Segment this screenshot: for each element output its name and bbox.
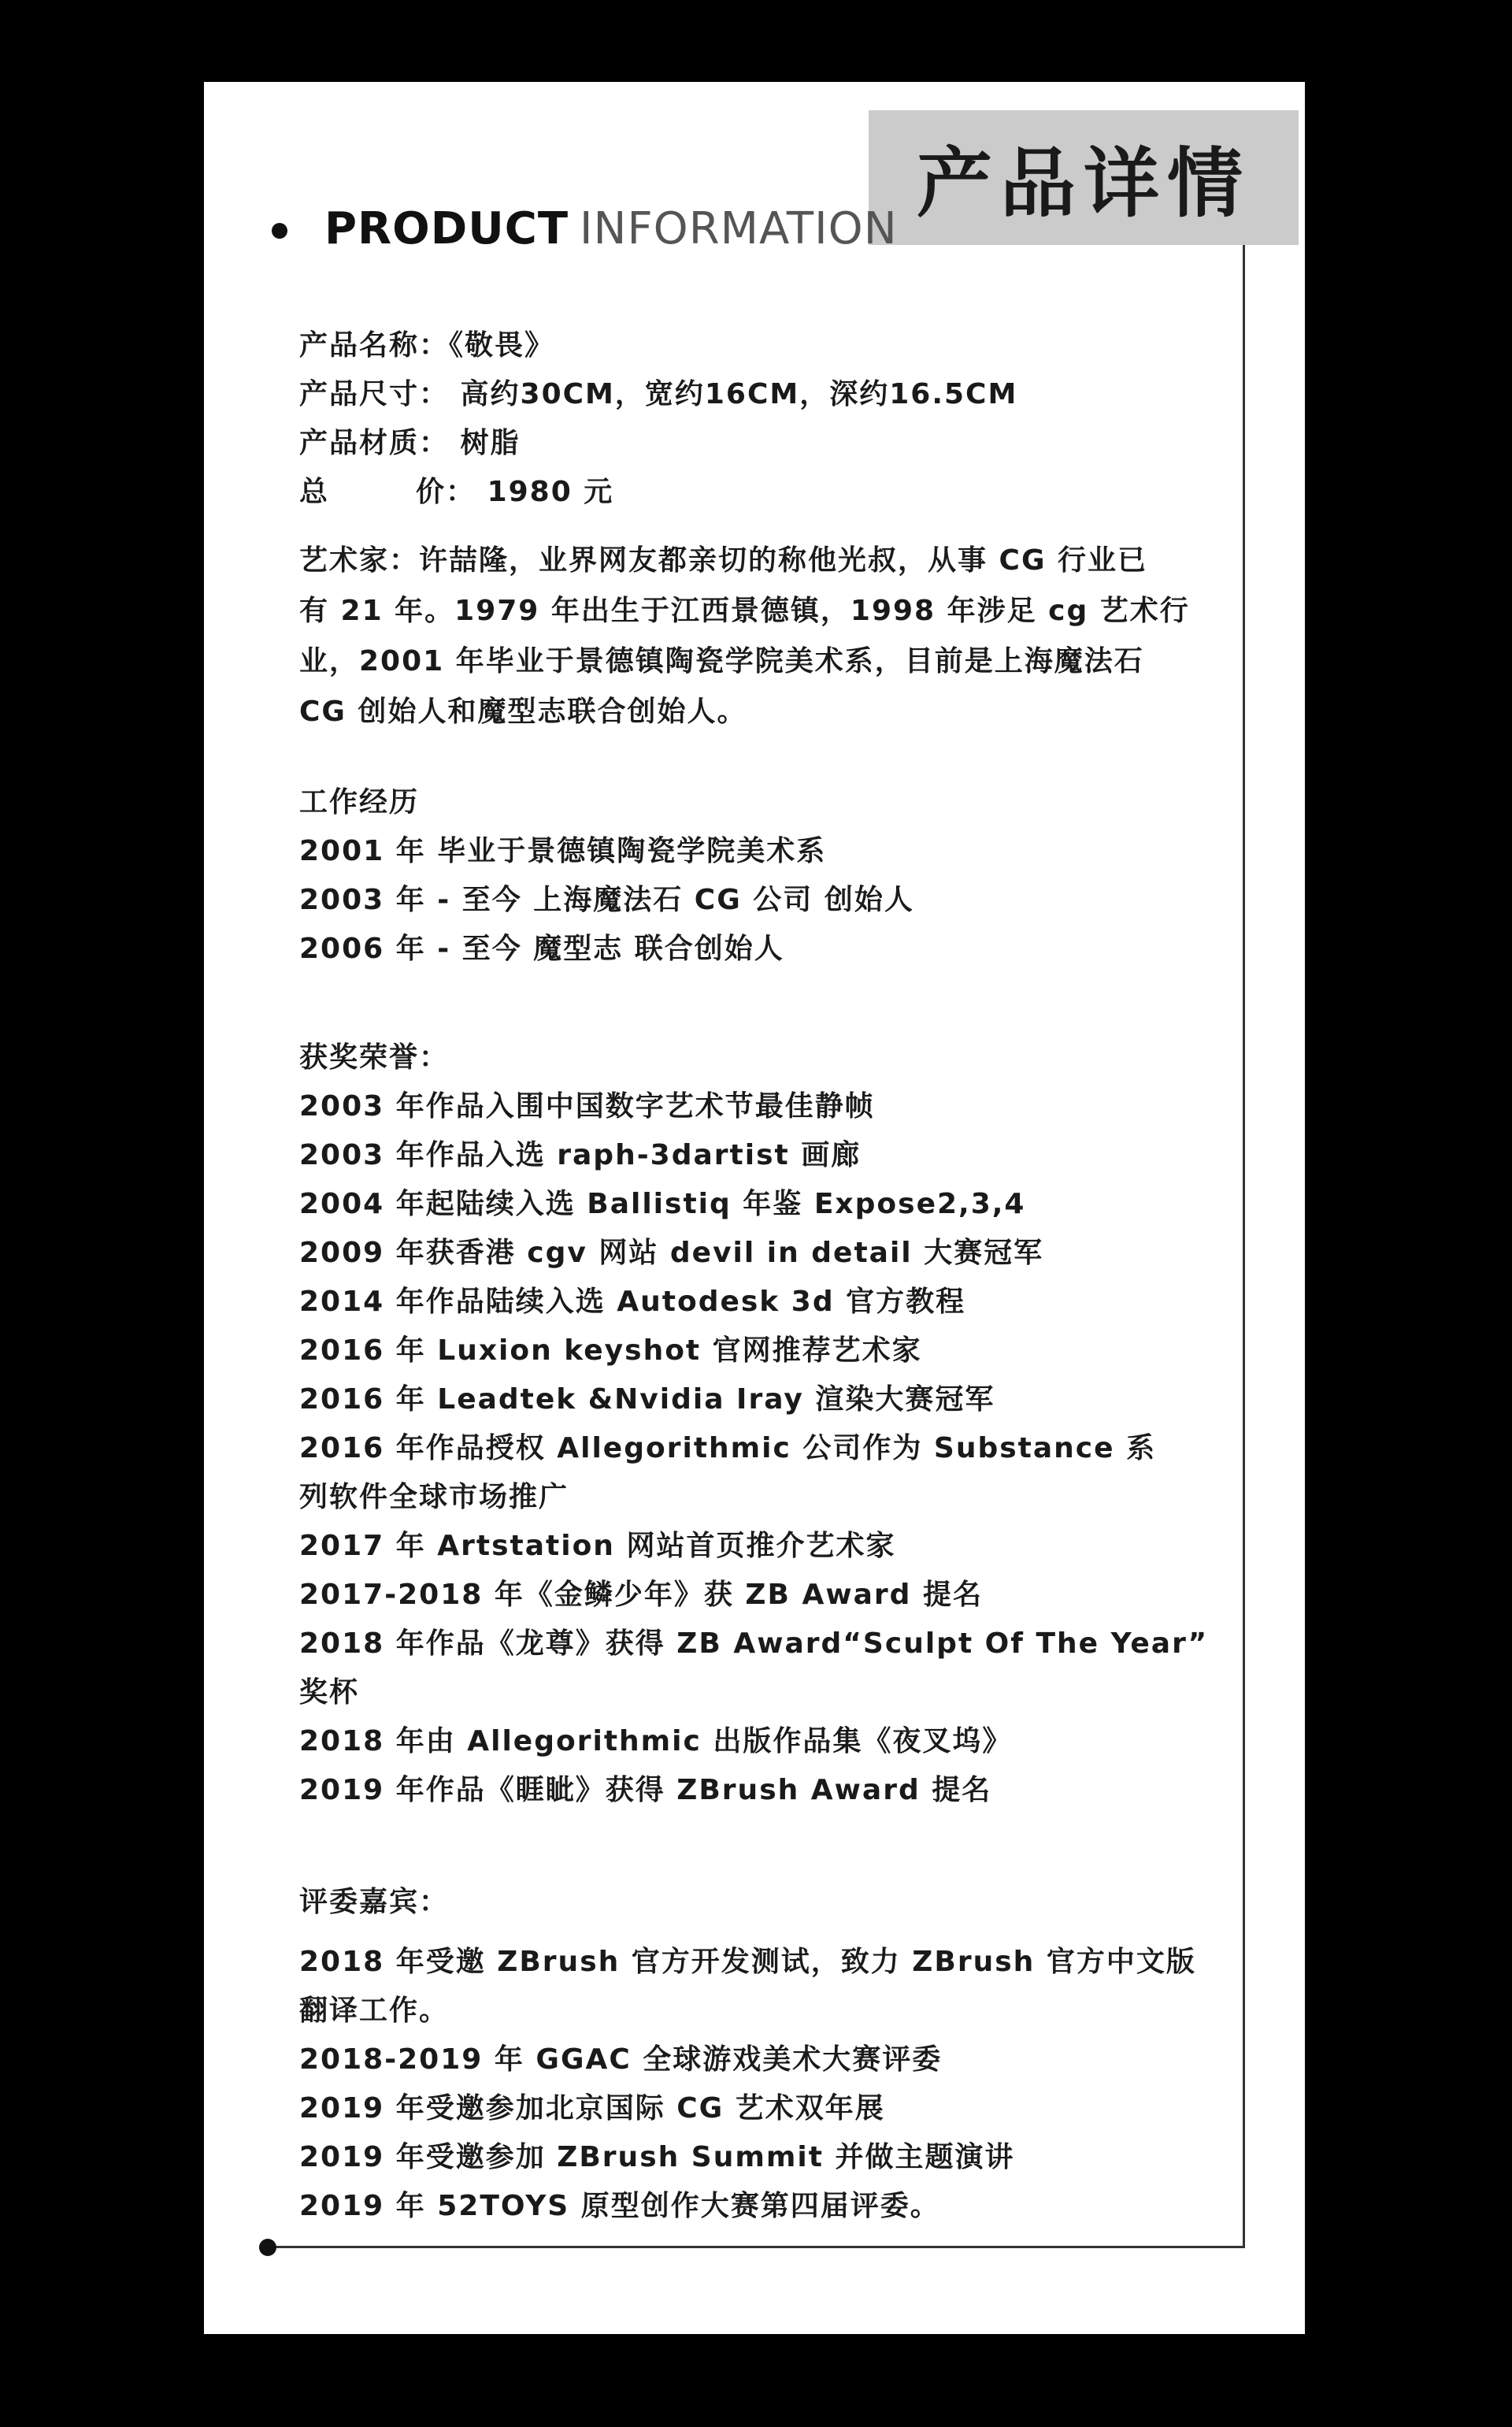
spec-price bbox=[299, 468, 1197, 517]
award-item: 2019 年作品《睚眦》获得 ZBrush Award 提名 bbox=[299, 1774, 992, 1806]
price-label-end: 价： bbox=[416, 476, 476, 508]
price-label-start: 总 bbox=[299, 476, 330, 508]
work-item: 2001 年 毕业于景德镇陶瓷学院美术系 bbox=[299, 835, 827, 867]
bio-line: 有 21 年。1979 年出生于江西景德镇，1998 年涉足 cg 艺术行 bbox=[299, 595, 1190, 627]
work-title: 工作经历 bbox=[299, 786, 420, 818]
spec-size: 产品尺寸： 高约30CM，宽约16CM，深约16.5CM bbox=[299, 378, 1018, 410]
award-item: 2017 年 Artstation 网站首页推介艺术家 bbox=[299, 1530, 896, 1562]
heading-strong: PRODUCT bbox=[324, 203, 569, 254]
award-item: 2016 年 Leadtek &Nvidia Iray 渲染大赛冠军 bbox=[299, 1383, 995, 1416]
work-item: 2006 年 - 至今 魔型志 联合创始人 bbox=[299, 933, 784, 965]
judge-item: 2018 年受邀 ZBrush 官方开发测试，致力 ZBrush 官方中文版 bbox=[299, 1946, 1196, 1978]
judge-section bbox=[299, 1878, 1197, 2231]
artist-bio bbox=[299, 536, 1197, 737]
award-item: 2018 年由 Allegorithmic 出版作品集《夜叉坞》 bbox=[299, 1725, 1013, 1757]
price-value: 1980 元 bbox=[487, 476, 614, 508]
frame-vertical-line bbox=[1243, 241, 1245, 2248]
page-title: 产品详情 bbox=[869, 110, 1299, 245]
bullet-dot-icon bbox=[272, 223, 287, 239]
work-section bbox=[299, 778, 1197, 974]
judge-item: 2018-2019 年 GGAC 全球游戏美术大赛评委 bbox=[299, 2043, 943, 2076]
judge-title: 评委嘉宾： bbox=[299, 1886, 450, 1918]
award-item: 2016 年 Luxion keyshot 官网推荐艺术家 bbox=[299, 1334, 922, 1367]
judge-item: 翻译工作。 bbox=[299, 1995, 450, 2027]
award-item: 2014 年作品陆续入选 Autodesk 3d 官方教程 bbox=[299, 1286, 966, 1318]
work-item: 2003 年 - 至今 上海魔法石 CG 公司 创始人 bbox=[299, 884, 914, 916]
bio-line: 艺术家：许喆隆，业界网友都亲切的称他光叔，从事 CG 行业已 bbox=[299, 544, 1148, 577]
award-item: 2004 年起陆续入选 Ballistiq 年鉴 Expose2,3,4 bbox=[299, 1188, 1026, 1220]
section-heading bbox=[324, 203, 898, 258]
awards-title: 获奖荣誉： bbox=[299, 1041, 450, 1074]
award-item: 2016 年作品授权 Allegorithmic 公司作为 Substance 系 bbox=[299, 1432, 1157, 1464]
heading-light: INFORMATION bbox=[580, 203, 898, 254]
judge-item: 2019 年受邀参加北京国际 CG 艺术双年展 bbox=[299, 2092, 885, 2125]
award-item: 2018 年作品《龙尊》获得 ZB Award“Sculpt Of The Year” bbox=[299, 1627, 1209, 1660]
content-body bbox=[299, 321, 1209, 2231]
award-item: 2003 年作品入围中国数字艺术节最佳静帧 bbox=[299, 1090, 875, 1123]
award-item: 2017-2018 年《金鳞少年》获 ZB Award 提名 bbox=[299, 1579, 983, 1611]
spec-list bbox=[299, 321, 1197, 517]
awards-section bbox=[299, 1034, 1209, 1815]
award-item: 列软件全球市场推广 bbox=[299, 1481, 569, 1513]
bio-line: CG 创始人和魔型志联合创始人。 bbox=[299, 696, 747, 728]
frame-corner-dot bbox=[259, 2239, 276, 2256]
spec-name: 产品名称：《敬畏》 bbox=[299, 329, 555, 362]
spec-material: 产品材质： 树脂 bbox=[299, 427, 521, 459]
bio-line: 业，2001 年毕业于景德镇陶瓷学院美术系，目前是上海魔法石 bbox=[299, 645, 1144, 677]
judge-item: 2019 年 52TOYS 原型创作大赛第四届评委。 bbox=[299, 2190, 940, 2222]
award-item: 2003 年作品入选 raph-3dartist 画廊 bbox=[299, 1139, 862, 1171]
award-item: 奖杯 bbox=[299, 1676, 360, 1709]
award-item: 2009 年获香港 cgv 网站 devil in detail 大赛冠军 bbox=[299, 1237, 1044, 1269]
judge-item: 2019 年受邀参加 ZBrush Summit 并做主题演讲 bbox=[299, 2141, 1015, 2173]
frame-bottom-line bbox=[267, 2246, 1245, 2248]
